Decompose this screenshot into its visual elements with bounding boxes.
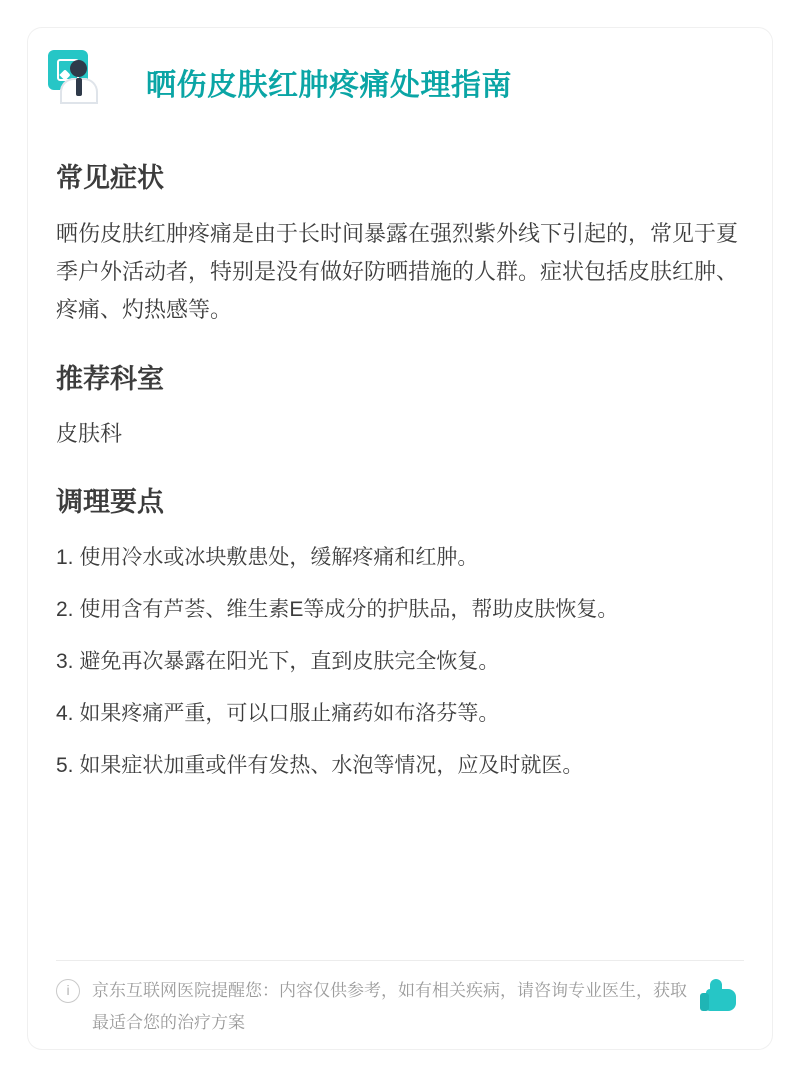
disclaimer-footer: [56, 960, 744, 1039]
list-item: 3. 避免再次暴露在阳光下，直到皮肤完全恢复。: [56, 650, 500, 673]
care-points-list: [56, 539, 744, 785]
disclaimer-text: 京东互联网医院提醒您：内容仅供参考，如有相关疾病，请咨询专业医生，获取最适合您的治疗方案: [92, 981, 687, 1032]
section-heading-symptoms: 常见症状: [56, 163, 164, 193]
section-heading-care-points: 调理要点: [56, 487, 164, 517]
info-icon: i: [56, 979, 80, 1003]
thumbs-up-icon[interactable]: [700, 977, 744, 1021]
section-heading-department: 推荐科室: [56, 364, 164, 394]
article-body: [56, 128, 744, 799]
list-item: 5. 如果症状加重或伴有发热、水泡等情况，应及时就医。: [56, 754, 584, 777]
document-person-icon: [48, 50, 102, 104]
list-item: 4. 如果疼痛严重，可以口服止痛药如布洛芬等。: [56, 702, 500, 725]
section-text-department: 皮肤科: [56, 421, 123, 446]
page-title: 晒伤皮肤红肿疼痛处理指南: [146, 69, 512, 102]
article-card: [28, 28, 772, 1049]
list-item: 2. 使用含有芦荟、维生素E等成分的护肤品，帮助皮肤恢复。: [56, 598, 619, 621]
section-text-symptoms: 晒伤皮肤红肿疼痛是由于长时间暴露在强烈紫外线下引起的，常见于夏季户外活动者，特别是没有做好防晒措施的人群。症状包括皮肤红肿、疼痛、灼热感等。: [56, 221, 739, 322]
list-item: 1. 使用冷水或冰块敷患处，缓解疼痛和红肿。: [56, 546, 479, 569]
